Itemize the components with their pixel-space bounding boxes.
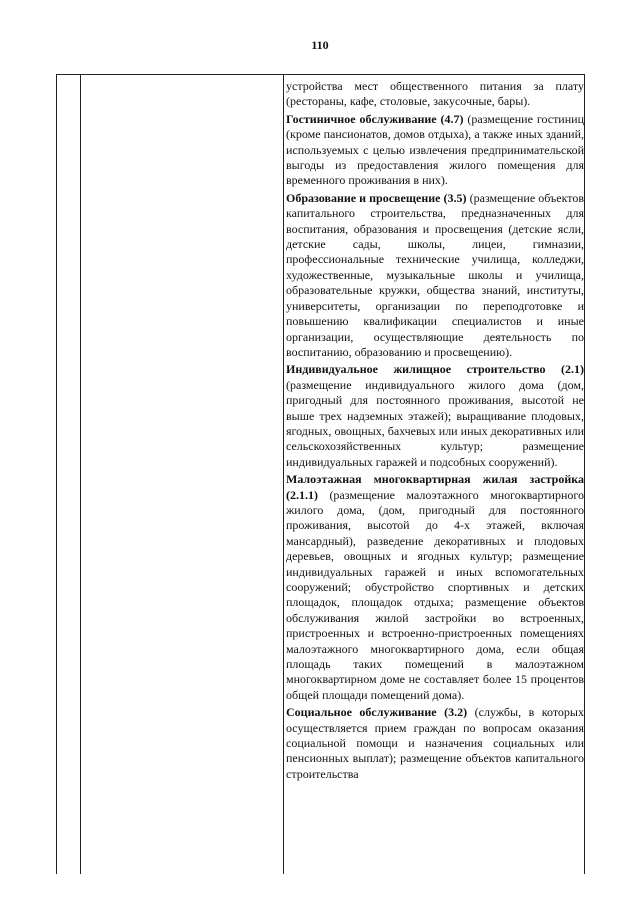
use-term: Социальное обслуживание (3.2) [286, 705, 468, 720]
page-number: 110 [311, 38, 329, 52]
use-description: (службы, в которых осуществляется прием граждан по вопросам оказания социальной помощи и назначения социальных или пенсионных выплат); размещение объектов капитального строительства [286, 705, 584, 781]
use-entry [286, 362, 584, 470]
use-description: (размещение индивидуального жилого дома (дом, пригодный для постоянного проживания, высотой не выше трех надземных этажей); выращивание плодовых, ягодных, овощных, бахчевых или иных декоративных или сельскохозяйственных культур; размещение индивидуальных гаражей и подсобных сооружений). [286, 377, 584, 469]
table-right-border [584, 74, 585, 874]
use-description: (размещение малоэтажного многоквартирного жилого дома, (дом, пригодный для постоянного проживания, высотой до 4-х этажей, включая мансардный), разведение декоративных и плодовых деревьев, овощных и ягодных культур; размещение индивидуальных гаражей и иных вспомогательных сооружений; обустройство спортивных и детских площадок, площадок отдыха; размещение объектов обслуживания жилой застройки во встроенных, пристроенных и встроенно-пристроенных помещениях малоэтажного многоквартирного дома, если общая площадь таких помещений в малоэтажном многоквартирном доме не составляет более 15 процентов общей площади помещений дома). [286, 487, 584, 702]
use-description: (размещение объектов капитального строительства, предназначенных для воспитания, образования и просвещения (детские ясли, детские сады, школы, лицеи, гимназии, профессиональные технические училища, колледжи, художественные, музыкальные школы и училища, образовательные кружки, общества знаний, институты, университеты, организации по переподготовке и повышению квалификации специалистов и иные организации, осуществляющие деятельность по воспитанию, образованию и просвещению). [286, 190, 584, 359]
use-term: Малоэтажная многоквартирная жилая застройка (2.1.1) [286, 472, 584, 502]
continuation-text: устройства мест общественного питания за плату (рестораны, кафе, столовые, закусочные, бары). [286, 79, 584, 109]
use-term: Образование и просвещение (3.5) [286, 190, 467, 205]
table-top-border [56, 74, 585, 75]
use-entry [286, 112, 584, 189]
use-term: Гостиничное обслуживание (4.7) [286, 111, 464, 126]
column-divider-2 [283, 74, 284, 874]
use-description: (размещение гостиниц (кроме пансионатов, домов отдыха), а также иных зданий, используемых с целью извлечения предпринимательской выгоды из предоставления жилого помещения для временного проживания в них). [286, 111, 584, 188]
permitted-uses-cell [286, 79, 584, 784]
use-entry [286, 472, 584, 703]
use-entry [286, 705, 584, 782]
table-left-border [56, 74, 57, 874]
column-divider-1 [80, 74, 81, 874]
use-term: Индивидуальное жилищное строительство (2.1) [286, 362, 584, 377]
use-entry [286, 191, 584, 360]
